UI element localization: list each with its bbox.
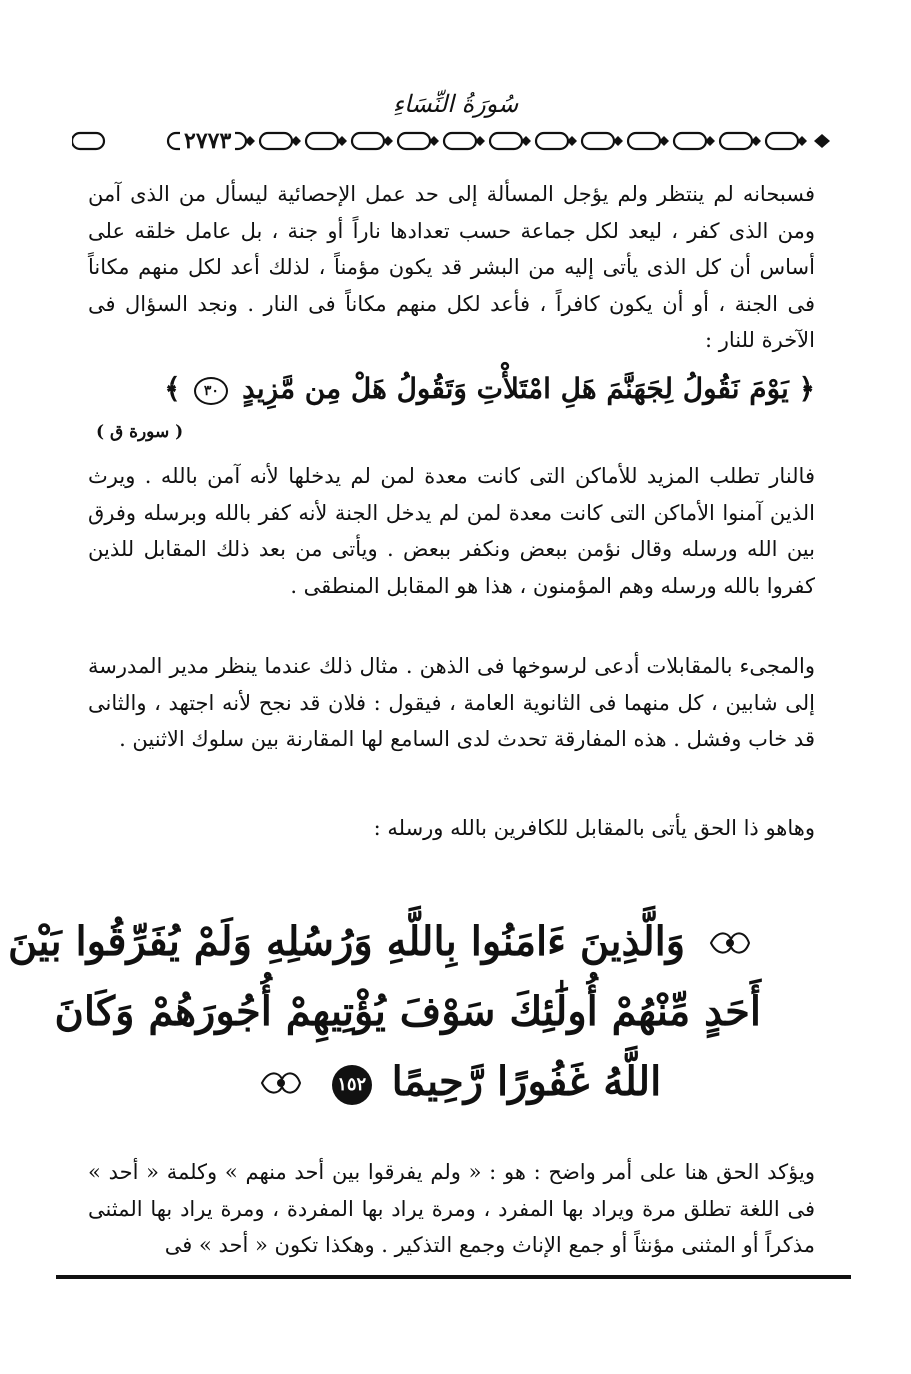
- quran-verse-line-3: [150, 1058, 761, 1109]
- verse-close-bracket: ﴾: [164, 372, 181, 405]
- verse-line-3-text: اللَّهُ غَفُورًا رَّحِيمًا: [391, 1058, 662, 1105]
- paragraph-2: فالنار تطلب المزيد للأماكن التى كانت معدة لمن لم يدخلها لأنه آمن بالله . ويرث الذين آمنوا الأماكن التى كانت معدة لمن لم يدخل الجنة لأنه كفر بالله وبرسله وفرق بين الله ورسله وقال نؤمن ببعض ونكفر ببعض . ويأتى من بعد ذلك المقابل للذين كفروا بالله ورسله وهم المؤمنون ، هذا هو المقابل المنطقى .: [88, 464, 815, 598]
- quran-verse-line-1: [7, 918, 761, 969]
- verse-text: يَوْمَ نَقُولُ لِجَهَنَّمَ هَلِ امْتَلأْتِ وَتَقُولُ هَلْ مِن مَّزِيدٍ: [242, 372, 789, 405]
- verse-line-1-text: وَالَّذِينَ ءَامَنُوا بِاللَّهِ وَرُسُلِهِ وَلَمْ يُفَرِّقُوا بَيْنَ: [7, 918, 686, 965]
- paragraph-3: والمجىء بالمقابلات أدعى لرسوخها فى الذهن . مثال ذلك عندما ينظر مدير المدرسة إلى شابين ، كل منهما فى الثانوية العامة ، فيقول : فلان قد نجح لأنه اجتهد ، والثانى قد خاب وفشل . هذه المفارقة تحدث لدى السامع لها المقارنة بين سلوك الاثنين .: [88, 654, 815, 751]
- footer-rule: [56, 1275, 851, 1279]
- ayah-number-badge: ٣٠: [194, 377, 228, 405]
- paragraph-5: ويؤكد الحق هنا على أمر واضح : هو : « ولم يفرقوا بين أحد منهم » وكلمة « أحد » فى اللغة تطلق مرة ويراد بها المفرد ، ومرة يراد بها المفردة ، ومرة يراد بها المثنى مذكراً أو المثنى مؤنثاً أو جمع الإناث وجمع التذكير . وهكذا تكون « أحد » فى: [88, 1160, 815, 1257]
- verse-start-ornament-icon: [707, 922, 753, 969]
- paragraph-1: فسبحانه لم ينتظر ولم يؤجل المسألة إلى حد عمل الإحصائية ليسأل من الذى آمن ومن الذى كفر ، ليعد لكل جماعة حسب تعدادها ناراً أو جنة ، بل عامل خلقه على أساس أن كل الذى يأتى إليه من البشر قد يكون مؤمناً ، لذلك أعد لكل منهم مكاناً فى الجنة ، أو أن يكون كافراً ، فأعد لكل منهم مكاناً فى النار . ونجد السؤال فى الآخرة للنار :: [88, 182, 815, 352]
- quran-verse-qaf: [96, 372, 815, 405]
- verse-open-bracket: ﴿: [798, 372, 815, 405]
- surah-title: سُورَةُ النِّسَاءِ: [392, 90, 519, 118]
- ayah-number-badge: ١٥٢: [332, 1065, 372, 1105]
- quran-verse-line-2: أَحَدٍ مِّنْهُمْ أُولَٰئِكَ سَوْفَ يُؤْتِيهِمْ أُجُورَهُمْ وَكَانَ: [54, 988, 761, 1035]
- surah-reference: ( سورة ق ): [96, 422, 184, 442]
- paragraph-4: وهاهو ذا الحق يأتى بالمقابل للكافرين بالله ورسله :: [373, 816, 815, 840]
- decorative-border: [72, 128, 830, 154]
- verse-end-ornament-icon: [258, 1062, 304, 1109]
- page-number: ٢٧٧٣: [180, 128, 235, 154]
